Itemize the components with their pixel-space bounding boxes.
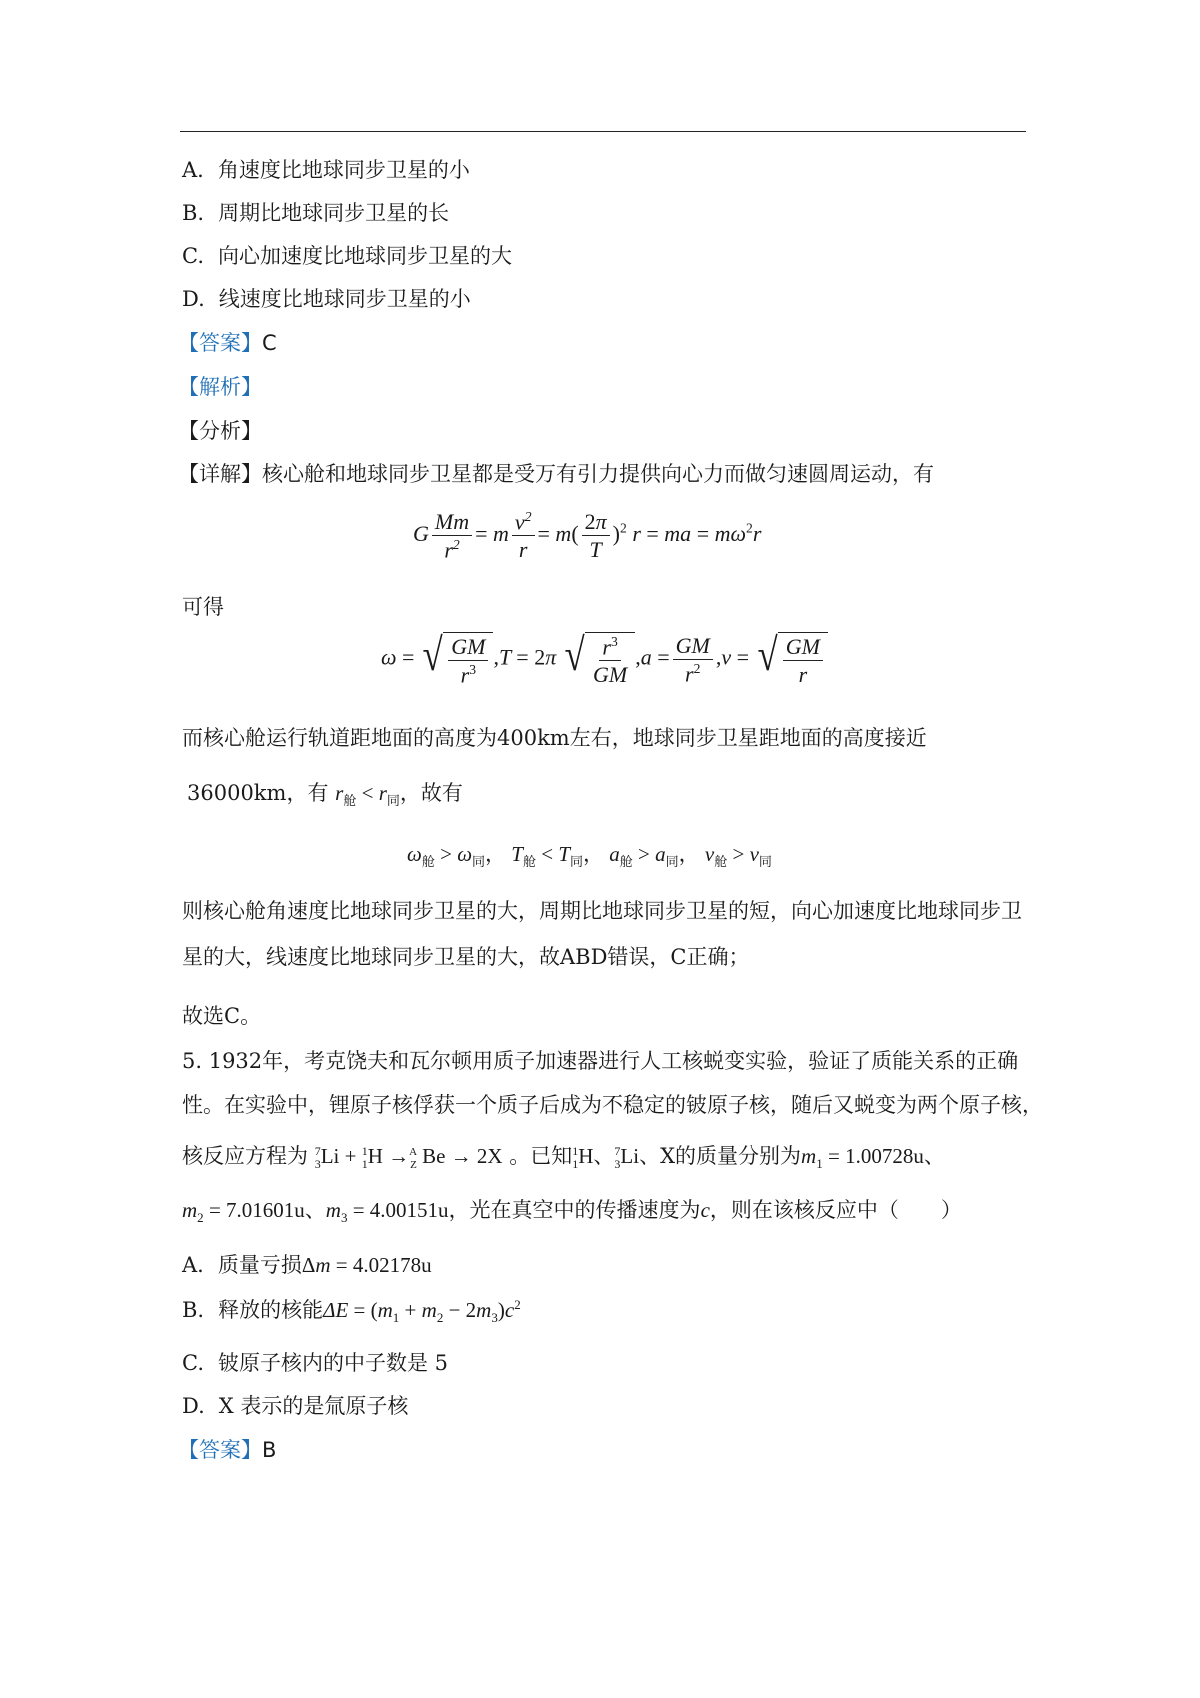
detail-tag: 【详解】 [178, 462, 262, 486]
option-d: D. 线速度比地球同步卫星的小 [182, 287, 471, 311]
radius-inequality: $r_舱 < r_同$ [335, 781, 400, 810]
m3-value: $m_3 = 4.00151u$ [325, 1198, 449, 1226]
m1-value: $m_1 = 1.00728u$ [801, 1144, 924, 1172]
equation-comparisons: $\omega_舱 > \omega_同$， $T_舱 < T_同$， $a_舱 > a_同$， $v_舱 > v_同$ [407, 842, 772, 871]
answer-value: C [262, 331, 277, 355]
fenxi-line [178, 421, 262, 442]
equation-gravity: G $\frac{Mm}{r^2}$ = m $\frac{v^2}{r}$ = m( $\frac{2\pi}{T}$ )$^2$ r = ma = $m\omega^2r$ [413, 509, 762, 563]
kede-line: 可得 [182, 595, 224, 619]
answer-line-q5 [178, 1440, 276, 1461]
m2-value: $m_2 = 7.01601u$ [182, 1198, 305, 1226]
para1: 而核心舱运行轨道距地面的高度为400km左右，地球同步卫星距地面的高度接近 [182, 726, 927, 750]
q5-option-c: C. 铍原子核内的中子数是 5 [182, 1351, 449, 1375]
conclusion-para: 则核心舱角速度比地球同步卫星的大，周期比地球同步卫星的短，向心加速度比地球同步卫星的大，线速度比地球同步卫星的大，故ABD错误，C正确； [182, 899, 1022, 969]
reaction-equation: $^7_3$Li + $^1_1$H →$^A_Z$ Be → 2X [314, 1144, 503, 1172]
fenxi-tag: 【分析】 [178, 419, 262, 443]
choose-line: 故选C。 [182, 1004, 262, 1028]
detail-line [178, 464, 934, 485]
equation-results: ω = √ $\frac{GM}{r^3}$ ,T = 2π √ $\frac{r^3}{GM}$ ,a = $\frac{GM}{r^2}$ ,v = √ $\frac{GM}{r}$ [381, 632, 828, 687]
q5-option-b: B. 释放的核能$\Delta E = (m_1 + m_2 - 2m_3)c^2$ [182, 1297, 521, 1326]
para2: 36000km，有 $r_舱 < r_同$，故有 [187, 781, 463, 810]
answer-tag: 【答案】 [178, 1438, 262, 1462]
q5-line3: 核反应方程为 $^7_3$Li + $^1_1$H →$^A_Z$ Be → 2X 。已知$^1_1$H、$^7_3$Li、X的质量分别为$m_1 = 1.00728u$、 [182, 1144, 945, 1172]
analysis-line [178, 377, 262, 398]
q5-option-d: D. X 表示的是氚原子核 [182, 1394, 409, 1418]
option-c: C. 向心加速度比地球同步卫星的大 [182, 244, 512, 268]
analysis-tag: 【解析】 [178, 375, 262, 399]
header-rule [180, 131, 1026, 132]
answer-line [178, 333, 277, 354]
q5-line1: 5. 1932年，考克饶夫和瓦尔顿用质子加速器进行人工核蜕变实验，验证了质能关系的正确 [182, 1049, 1019, 1073]
option-a: A. 角速度比地球同步卫星的小 [182, 158, 470, 182]
q5-line4: $m_2 = 7.01601u$、$m_3 = 4.00151u$，光在真空中的传播速度为c，则在该核反应中（ ） [182, 1198, 962, 1226]
q5-line2: 性。在实验中，锂原子核俘获一个质子后成为不稳定的铍原子核，随后又蜕变为两个原子核， [182, 1093, 1043, 1117]
option-b: B. 周期比地球同步卫星的长 [182, 201, 450, 225]
q5-option-a: A. 质量亏损Δm = 4.02178u [182, 1253, 432, 1277]
detail-text: 核心舱和地球同步卫星都是受万有引力提供向心力而做匀速圆周运动，有 [262, 462, 934, 486]
answer-value: B [262, 1438, 277, 1462]
answer-tag: 【答案】 [178, 331, 262, 355]
